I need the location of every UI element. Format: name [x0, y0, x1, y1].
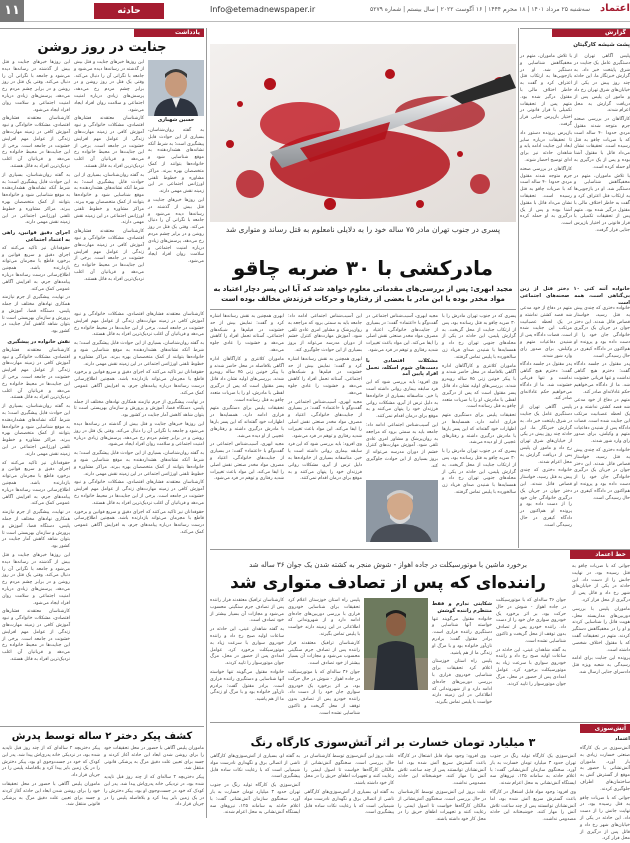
- paragraph: با تلاش ماموران، متهم در مخفیگاهش شناسایی و دستگیر شد. او در بازجویی‌ها به ارتکاب قتل اعتراف کرد و گفت به خاطر اختلاف مالی با مقتول درگیر شده بود. متهم پس از تحقیقات تکمیلی با قرار قانونی در اختیار بازپرس جنایی قرار گرفت.: [520, 54, 572, 127]
- paragraph: آتش‌سوزی یک کارگاه تولید رنگ در جنوب تهران حدود ۳ میلیارد تومان خسارت به بار آورد. سخنگوی سازمان آتش‌نشانی گفت: با اعلام حادثه به سامانه ۱۲۵، نیروهای سه ایستگاه آتش‌نشانی به محل اعزام شدند.: [210, 783, 300, 816]
- third-text-col3: [304, 754, 394, 818]
- paragraph: مجید ابهری، آسیب‌شناس اجتماعی در گفت‌وگو با «اعتماد» گفت: در بسیاری از جنایت‌های خانوادگی، اعتیاد و مصرف مواد مخدر صنعتی نقش اصلی را ایفا می‌کند. این مواد باعث تغییرات شدید رفتاری و توهم در فرد می‌شود.: [366, 314, 438, 353]
- paragraph: کارآگاهان در بررسی صحنه جرم متوجه شدند مقتول مردی حدودا ۴۰ ساله است که با ضربات چاقو به قتل رسیده است. تحقیقات نشان می‌داد قاتل با مقتول آشنا بوده و پس از یک درگیری به او حمله کرده است.: [574, 117, 630, 170]
- right-text-b: [520, 54, 572, 284]
- section-tab[interactable]: حادثه: [94, 3, 164, 19]
- paragraph: حقوقدانان نیز تاکید می‌کنند که اجرای دقیق و سریع قوانین و برخورد قاطع با مجرمان می‌تواند بازدارنده باشد. همچنین اطلاع‌رسانی درست رسانه‌ها درباره پیامدهای جرم، به افزایش آگاهی عمومی کمک می‌کند.: [2, 245, 70, 292]
- column-rule: [206, 28, 207, 818]
- third-text-col4: [210, 754, 300, 818]
- divider: [0, 28, 204, 29]
- paragraph: وی افزود: باید بررسی شود که این فرد سابقه بیماری روانی داشته است یا خیر. متاسفانه بسیاری از خانواده‌ها به دلیل ترس از آبرو، مشکلات روانی فرزندان خود را پنهان می‌کنند و به موقع برای درمان اقدام نمی‌کنند.: [288, 442, 362, 482]
- box-title: شکایتی ندارم و فقط منتظرم راننده گوشش: [432, 601, 492, 614]
- paragraph: آتش‌سوزی یک کارگاه تولید رنگ در جنوب تهران حدود ۳ میلیارد تومان خسارت به بار آورد. سخنگوی سازمان آتش‌نشانی گفت: با اعلام حادثه به سامانه ۱۲۵، نیروهای سه ایستگاه آتش‌نشانی به محل اعزام شدند.: [490, 754, 576, 787]
- paragraph: این روزها خبرهای جنایت و قتل بیش از گذشته در رسانه‌ها دیده می‌شود و جامعه با نگرانی آن را دنبال می‌کند. وقتی یک قتل در روز روشن و در برابر چشم مردم رخ می‌دهد، پرسش‌های زیادی درباره امنیت اجتماعی و سلامت روان افراد ایجاد می‌شود.: [2, 552, 70, 606]
- paragraph: کارشناسان معتقدند فشارهای اقتصادی، مشکلات خانوادگی و نبود آموزش کافی در زمینه مهارت‌های زندگی از عوامل مهم افزایش خشونت در جامعه است. برخی از این جنایت‌ها در محیط خانواده رخ می‌دهد و قربانیان آن اغلب نزدیک‌ترین افراد به قاتل هستند.: [2, 116, 70, 169]
- author-photo: [148, 60, 204, 116]
- paragraph: کارشناسان معتقدند فشارهای اقتصادی، مشکلات خانوادگی و نبود آموزش کافی در زمینه مهارت‌های زندگی از عوامل مهم افزایش خشونت در جامعه است. برخی از این جنایت‌ها در محیط خانواده رخ می‌دهد و قربانیان آن اغلب نزدیک‌ترین افراد به قاتل هستند.: [74, 480, 204, 506]
- paragraph: خانواده مقتول می‌گویند تنها خواسته آنها شناسایی و دستگیری راننده فراری است. برادر مقتول گفت: برادرم نان‌آور خانواده بود و با مرگ او زندگی ما از هم پاشید.: [210, 669, 284, 703]
- paragraph: آتش‌سوزی در یک کارگاه صنعتی خسارت زیادی به بار آورد. ماموران آتش‌نشانی با حضور به موقع از گسترش آتش به ساختمان‌های اطراف جلوگیری کردند.: [580, 746, 630, 792]
- paragraph: تحقیقات پلیس برای دستگیری متهم فراری ادامه دارد. همسایه‌ها در اظهارات خود گفته‌اند که این پسر بارها با مادرش درگیری داشته و رفتارهای عجیبی از او دیده می‌شد.: [210, 406, 284, 439]
- second-text-col1: [496, 598, 566, 718]
- paragraph: این آسیب‌شناس اجتماعی ادامه داد: جامعه باید به سمتی برود که مراجعه به روان‌پزشک و مشاور امری عادی تلقی شود. آموزش مهارت‌های کنترل خشم از دوران مدرسه می‌تواند از بروز بسیاری از این حوادث جلوگیری کند.: [366, 422, 438, 469]
- dateline: سه‌شنبه ۲۵ مرداد ۱۴۰۱ | ۱۸ محرم ۱۴۴۴ | ۱۶ آگوست ۲۰۲۲ | سال بیستم | شماره ۵۲۷۹: [370, 6, 590, 13]
- paragraph: متهم در دفاع از خود مدعی شد قصد کشتن نداشته و در یک لحظه عصبانیت مرتکب این جنایت شده است. قضات دادگاه پس از شنیدن دفاعیات متهم و وکیلش، برای صدور رای وارد شور شدند.: [520, 306, 572, 359]
- paragraph: این آسیب‌شناس اجتماعی ادامه داد: جامعه باید به سمتی برود که مراجعه به روان‌پزشک و مشاور امری عادی تلقی شود. آموزش مهارت‌های کنترل خشم از دوران مدرسه می‌تواند از بروز بسیاری از این حوادث جلوگیری کند.: [288, 314, 362, 353]
- paragraph: کارشناسان معتقدند فشارهای اقتصادی، مشکلات خانوادگی و نبود آموزش کافی در زمینه مهارت‌های زندگی از عوامل مهم افزایش خشونت در جامعه است. برخی از این جنایت‌ها در محیط خانواده رخ می‌دهد و قربانیان آن اغلب نزدیک‌ترین افراد به قاتل هستند.: [2, 609, 70, 662]
- subheading: نقش خانواده در پیشگیری: [7, 339, 70, 346]
- paragraph: تحقیقات پلیس برای دستگیری متهم فراری ادامه دارد. همسایه‌ها در اظهارات خود گفته‌اند که این پسر بارها با مادرش درگیری داشته و رفتارهای عجیبی از او دیده می‌شد.: [442, 413, 516, 446]
- box-title: مشکلات اقتصادی با دست‌های شوم اسکله، تحمل افراد پایین آمد: [366, 357, 438, 378]
- paragraph: کارشناسان ترافیک معتقدند فرار راننده پس از تصادف جرم سنگینی محسوب می‌شود و مجازات آن بسیار بیشتر از خود تصادف است.: [210, 598, 284, 624]
- paragraph: به گفته روان‌شناسان، بسیاری از این حوادث قابل پیشگیری است؛ به شرط آنکه نشانه‌های هشداردهنده به موقع شناسایی شود و خانواده‌ها بتوانند از کمک متخصصان بهره ببرند. مراکز مشاوره و خطوط تلفنی اورژانس اجتماعی در این زمینه نقش مهمی دارند.: [148, 128, 204, 195]
- paragraph: ابهری همچنین به نقش رسانه‌ها اشاره کرد و گفت: نمایش بیش از حد خشونت در فیلم‌ها و شبکه‌های اجتماعی، آستانه تحمل افراد را کاهش می‌دهد و خشونت را عادی جلوه می‌دهد.: [210, 314, 284, 353]
- main-text-col1: [442, 314, 516, 550]
- bottom-left-text-a: [2, 746, 100, 818]
- paragraph: علت بروز این آتش‌سوزی توسط کارشناسان در حال بررسی است. سخنگوی آتش‌نشانی از مالکان کارگاه‌ها خواست تا اصول ایمنی را رعایت کنند و تجهیزات اطفای حریق را در محل کار خود داشته باشند.: [398, 789, 486, 823]
- paragraph: حقوقدانان نیز تاکید می‌کنند که اجرای دقیق و سریع قوانین و برخورد قاطع با مجرمان می‌تواند بازدارنده باشد. همچنین اطلاع‌رسانی درست رسانه‌ها درباره پیامدهای جرم، به افزایش آگاهی عمومی کمک می‌کند.: [74, 370, 204, 396]
- paragraph: وی افزود: باید بررسی شود که این فرد سابقه بیماری روانی داشته است یا خیر. متاسفانه بسیاری از خانواده‌ها به دلیل ترس از آبرو، مشکلات روانی فرزندان خود را پنهان می‌کنند و به موقع برای درمان اقدام نمی‌کنند.: [366, 380, 438, 420]
- second-kicker: برخورد ماشین با موتورسیکلت در جاده اهواز - شوش منجر به کشته شدن یک جوان ۳۶ ساله شد: [249, 561, 527, 569]
- right-text-a: [574, 54, 630, 284]
- paragraph: جوان ۳۶ ساله‌ای که با موتورسیکلت در جاده اهواز - شوش در حال حرکت بود، بر اثر برخورد یک خودروی سواری جان خود را از دست داد. راننده خودرو پس از تصادف بدون توقف از محل گریخت و تاکنون شناسایی نشده است.: [496, 598, 566, 644]
- contact-email[interactable]: Info@etemadnewspaper.ir: [210, 5, 316, 14]
- right-column-label: گزارش: [552, 28, 630, 37]
- bottom-left-text-b: [104, 746, 204, 818]
- paragraph: جوانی که با ضربات چاقو به قتل رسیده بود، در نهایت جانش را از دست داد. این حادثه در یکی از خیابان‌های شهر رخ داد و قاتل پس از درگیری از محل فرار کرد.: [580, 795, 630, 842]
- paragraph: حقوقدانان نیز تاکید می‌کنند که اجرای دقیق و سریع قوانین و برخورد قاطع با مجرمان می‌تواند بازدارنده باشد. همچنین اطلاع‌رسانی درست رسانه‌ها درباره پیامدهای جرم، به افزایش آگاهی عمومی کمک می‌کند.: [2, 460, 70, 507]
- paragraph: ماموران پلیس آگاهی با حضور در محل تحقیقات خود را برای روشن شدن ابعاد این حادثه آغاز کردند و جسد برای تعیین علت دقیق مرگ به پزشکی قانونی منتقل شد.: [2, 781, 100, 808]
- left-column-text-b: [148, 128, 204, 310]
- paragraph: در نهایت، پیشگیری از جرم نیازمند همکاری نهادهای مختلف از جمله پلیس، دستگاه قضا، آموزش و پرورش و سازمان بهزیستی است تا بتوان شاهد کاهش آمار جنایت در کشور بود.: [2, 295, 70, 335]
- paragraph: بازپرس پرونده دستور داد تا تحقیقات درباره سایر ابعاد این جنایت ادامه یابد و شاهدان حادثه نیز برای ادای توضیح احضار شوند.: [520, 130, 572, 163]
- main-kicker: پسری در جنوب تهران مادر ۷۵ ساله خود را به دلایلی نامعلوم به قتل رساند و متواری شد: [225, 225, 501, 234]
- paragraph: به گفته روان‌شناسان، بسیاری از این حوادث قابل پیشگیری است؛ به شرط آنکه نشانه‌های هشداردهنده به موقع شناسایی شود و خانواده‌ها بتوانند از کمک متخصصان بهره ببرند. مراکز مشاوره و خطوط تلفنی اورژانس اجتماعی در این زمینه نقش مهمی دارند.: [74, 341, 204, 367]
- right-column-subtitle: پشت شیشه کارگیتان: [573, 42, 630, 48]
- paragraph: به گفته او، بسیاری از آتش‌سوزی‌های کارگاهی ناشی از اتصالی برق و نگهداری نادرست مواد شیمیایی است که با رعایت نکات ساده قابل پیشگیری است.: [210, 754, 300, 780]
- paragraph: در نهایت، پیشگیری از جرم نیازمند همکاری نهادهای مختلف از جمله پلیس، دستگاه قضا، آموزش و پرورش و سازمان بهزیستی است تا بتوان شاهد کاهش آمار جنایت در کشور بود.: [2, 510, 70, 550]
- paragraph: به گفته شاهدان عینی، این حادثه در ساعات اولیه صبح رخ داد و راننده خودروی سواری با سرعت زیاد به موتورسیکلت برخورد کرد. عوامل امدادی پس از حضور در محل، مرگ جوان موتورسوار را تایید کردند.: [210, 627, 284, 667]
- paragraph: پدر مقتول در جلسه دادگاه گفت: دخترم هیچ گناهی نداشت و تنها قربانی خشونت شد. ما از دادگاه می‌خواهیم حکم عادلانه‌ای صادر کند.: [574, 362, 630, 395]
- paragraph: کارآگاهان در بررسی صحنه جرم متوجه شدند مقتول مردی حدودا ۴۰ ساله است که با ضربات چاقو به قتل رسیده است. تحقیقات نشان می‌داد قاتل با مقتول آشنا بوده و پس از یک درگیری به او حمله کرده است.: [520, 166, 572, 227]
- paragraph: به گفته روان‌شناسان، بسیاری از این حوادث قابل پیشگیری است؛ به شرط آنکه نشانه‌های هشداردهنده به موقع شناسایی شود و خانواده‌ها بتوانند از کمک متخصصان بهره ببرند. مراکز مشاوره و خطوط تلفنی اورژانس اجتماعی در این زمینه نقش مهمی دارند.: [2, 404, 70, 457]
- third-headline: ۳ میلیارد تومان خسارت بر اثر آتش‌سوزی کارگاه رنگ: [250, 736, 536, 749]
- paragraph: حقوقدانان نیز تاکید می‌کنند که اجرای دقیق و سریع قوانین و برخورد قاطع با مجرمان می‌تواند بازدارنده باشد. همچنین اطلاع‌رسانی درست رسانه‌ها درباره پیامدهای جرم، به افزایش آگاهی عمومی کمک می‌کند.: [74, 509, 204, 535]
- paragraph: به گفته روان‌شناسان، بسیاری از این حوادث قابل پیشگیری است؛ به شرط آنکه نشانه‌های هشداردهنده به موقع شناسایی شود و خانواده‌ها بتوانند از کمک متخصصان بهره ببرند. مراکز مشاوره و خطوط تلفنی اورژانس اجتماعی در این زمینه نقش مهمی دارند.: [74, 172, 144, 226]
- left-column-label: یادداشت: [134, 28, 204, 37]
- paragraph: پدر مقتول در جلسه دادگاه گفت: دخترم هیچ گناهی نداشت و تنها قربانی خشونت شد. ما از دادگاه می‌خواهیم حکم عادلانه‌ای صادر کند.: [520, 362, 572, 402]
- second-text-col3: [288, 598, 360, 718]
- third-right-text: [580, 746, 630, 842]
- main-deck: مجید ابهری: پس از بررسی‌های مقدماتی معلوم خواهد شد که آیا این پسر دچار اعتیاد به مواد مخدر بوده یا این مادر با بعضی از رفتارها و حرکات فرزندش مخالف بوده است: [213, 285, 513, 303]
- paragraph: در نهایت، پیشگیری از جرم نیازمند همکاری نهادهای مختلف از جمله پلیس، دستگاه قضا، آموزش و پرورش و سازمان بهزیستی است تا بتوان شاهد کاهش آمار جنایت در کشور بود.: [74, 399, 204, 419]
- paragraph: جوان ۳۶ ساله‌ای که با موتورسیکلت در جاده اهواز - شوش در حال حرکت بود، بر اثر برخورد یک خودروی سواری جان خود را از دست داد. راننده خودرو پس از تصادف بدون توقف از محل گریخت و تاکنون شناسایی نشده است.: [288, 669, 360, 716]
- paragraph: پسری که در جنوب تهران مادرش را با ۳۰ ضربه چاقو به قتل رسانده بود، پس از ارتکاب جنایت از محل گریخت. به گزارش پلیس، این حادثه در یکی از محله‌های جنوبی تهران رخ داد و همسایه‌ها با شنیدن صدای فریاد زن سالخورده با پلیس تماس گرفتند.: [442, 449, 516, 495]
- knife-blood-photo: [210, 44, 516, 222]
- paragraph: به گفته شاهدان عینی، این حادثه در ساعات اولیه صبح رخ داد و راننده خودروی سواری با سرعت زیاد به موتورسیکلت برخورد کرد. عوامل امدادی پس از حضور در محل، مرگ جوان موتورسوار را تایید کردند.: [496, 647, 566, 687]
- newspaper-logo: اعتماد: [600, 3, 630, 14]
- paragraph: پلیس راه استان خوزستان اعلام کرد تحقیقات برای شناسایی خودروی فراری با بررسی دوربین‌های جاده‌ای ادامه دارد و از شهروندانی که اطلاعاتی در این زمینه دارند خواست با پلیس تماس بگیرند.: [432, 659, 492, 706]
- main-headline: مادرکشی با ۳۰ ضربه چاقو: [232, 256, 494, 280]
- second-headline: راننده‌ای که پس از تصادف متواری شد: [230, 573, 546, 593]
- paragraph: پیکر دختربچه ۲ ساله‌ای که از چند روز قبل ناپدید شده بود، در نزدیکی خانه پدری‌اش پیدا شد. پدر این کودک که خود در جست‌وجوی او بود، پیکر دخترش را در یک زمین بایر پیدا کرد و بلافاصله پلیس را در جریان قرار داد.: [2, 746, 100, 779]
- paragraph: ماموران پلیس با بررسی دوربین‌های مداربسته محل، هویت قاتل را شناسایی کردند و او را در مخفیگاهش دستگیر کردند. متهم در تحقیقات گفت که با مقتول اختلاف شخصی داشته است.: [572, 606, 630, 653]
- paragraph: پیکر دختربچه ۲ ساله‌ای که از چند روز قبل ناپدید شده بود، در نزدیکی خانه پدری‌اش پیدا شد. پدر این کودک که خود در جست‌وجوی او بود، پیکر دخترش را در یک زمین بایر پیدا کرد و بلافاصله پلیس را در جریان قرار داد.: [104, 775, 205, 808]
- divider: [210, 309, 516, 310]
- paragraph: خانواده مقتول می‌گویند تنها خواسته آنها شناسایی و دستگیری راننده فراری است. برادر مقتول گفت: برادرم نان‌آور خانواده بود و با مرگ او زندگی ما از هم پاشید.: [432, 616, 492, 656]
- main-text-col4: [210, 314, 284, 550]
- paragraph: علت بروز این آتش‌سوزی توسط کارشناسان در حال بررسی است. سخنگوی آتش‌نشانی از مالکان کارگاه‌ها خواست تا اصول ایمنی را رعایت کنند و تجهیزات اطفای حریق را در محل کار خود داشته باشند.: [304, 754, 394, 787]
- paragraph: مجید ابهری، آسیب‌شناس اجتماعی در گفت‌وگو با «اعتماد» گفت: در بسیاری از جنایت‌های خانوادگی، اعتیاد و مصرف مواد مخدر صنعتی نقش اصلی را ایفا می‌کند. این مواد باعث تغییرات شدید رفتاری و توهم در فرد می‌شود.: [210, 442, 284, 482]
- divider: [210, 549, 630, 550]
- right-text-c: [574, 306, 630, 538]
- paragraph: به گفته او، بسیاری از آتش‌سوزی‌های کارگاهی ناشی از اتصالی برق و نگهداری نادرست مواد شیمیایی است که با رعایت نکات ساده قابل پیشگیری است.: [304, 789, 394, 816]
- paragraph: جوانی که با ضربات چاقو به قتل رسیده بود، در نهایت جانش را از دست داد. این حادثه در یکی از خیابان‌های شهر رخ داد و قاتل پس از درگیری از محل فرار کرد.: [572, 564, 630, 603]
- page-header: [0, 0, 630, 22]
- paragraph: این روزها خبرهای جنایت و قتل بیش از گذشته در رسانه‌ها دیده می‌شود و جامعه با نگرانی آن را دنبال می‌کند. وقتی یک قتل در روز روشن و در برابر چشم مردم رخ می‌دهد، پرسش‌های زیادی درباره امنیت اجتماعی و سلامت روان افراد ایجاد می‌شود.: [2, 60, 70, 113]
- third-label: آتش‌سوزی: [580, 724, 630, 733]
- paragraph: کارشناسان معتقدند فشارهای اقتصادی، مشکلات خانوادگی و نبود آموزش کافی در زمینه مهارت‌های زندگی از عوامل مهم افزایش خشونت در جامعه است. برخی از این جنایت‌ها در محیط خانواده رخ می‌دهد و قربانیان آن اغلب نزدیک‌ترین افراد به قاتل هستند.: [74, 229, 144, 282]
- paragraph: خانواده دختری که چندی پیش به قتل رسید، خواستار قصاص قاتل شدند. این دختر جوان در جریان یک درگیری خانوادگی جان خود را از دست داده بود و پرونده او هم‌اکنون در دادگاه کیفری در حال رسیدگی است.: [574, 306, 630, 359]
- paragraph: متهم در دفاع از خود مدعی شد قصد کشتن نداشته و در یک لحظه عصبانیت مرتکب این جنایت شده است. قضات دادگاه پس از شنیدن دفاعیات متهم و وکیلش، برای صدور رای وارد شور شدند.: [574, 398, 630, 445]
- paragraph: پلیس راه استان خوزستان اعلام کرد تحقیقات برای شناسایی خودروی فراری با بررسی دوربین‌های جاده‌ای ادامه دارد و از شهروندانی که اطلاعاتی در این زمینه دارند خواست با پلیس تماس بگیرند.: [288, 598, 360, 637]
- paragraph: این روزها خبرهای جنایت و قتل بیش از گذشته در رسانه‌ها دیده می‌شود و جامعه با نگرانی آن را دنبال می‌کند. وقتی یک قتل در روز روشن و در برابر چشم مردم رخ می‌دهد، پرسش‌های زیادی درباره امنیت اجتماعی و سلامت روان افراد ایجاد می‌شود.: [74, 421, 204, 448]
- paragraph: کارشناسان معتقدند فشارهای اقتصادی، مشکلات خانوادگی و نبود آموزش کافی در زمینه مهارت‌های زندگی از عوامل مهم افزایش خشونت در جامعه است. برخی از این جنایت‌ها در محیط خانواده رخ می‌دهد و قربانیان آن اغلب نزدیک‌ترین افراد به قاتل هستند.: [74, 312, 204, 338]
- second-text-col2: [432, 598, 492, 718]
- third-text-col2: [398, 754, 486, 823]
- paragraph: ابهری همچنین به نقش رسانه‌ها اشاره کرد و گفت: نمایش بیش از حد خشونت در فیلم‌ها و شبکه‌های اجتماعی، آستانه تحمل افراد را کاهش می‌دهد و خشونت را عادی جلوه می‌دهد.: [288, 356, 362, 396]
- paragraph: ماموران پلیس آگاهی با حضور در محل تحقیقات خود را برای روشن شدن ابعاد این حادثه آغاز کردند و جسد برای تعیین علت دقیق مرگ به پزشکی قانونی منتقل شد.: [104, 746, 204, 772]
- divider: [520, 28, 630, 29]
- left-column-text-d: [74, 312, 204, 720]
- accident-victim-photo: [364, 598, 428, 690]
- bottom-left-headline: کشف پیکر دختر ۲ ساله توسط پدرش: [11, 731, 193, 742]
- paragraph: با تلاش ماموران، متهم در مخفیگاهش شناسایی و دستگیر شد. او در بازجویی‌ها به ارتکاب قتل اعتراف کرد و گفت به خاطر اختلاف مالی با مقتول درگیر شده بود. متهم پس از تحقیقات تکمیلی با قرار قانونی در اختیار بازپرس جنایی قرار گرفت.: [574, 173, 630, 233]
- paragraph: وی افزود: وجود مواد قابل اشتعال در کارگاه باعث گسترش سریع آتش شده بود، اما آتش‌نشانان توانستند پس از چند ساعت تلاش آتش را مهار کنند. خوشبختانه این حادثه مصدومی نداشت.: [490, 789, 576, 823]
- left-column-text-a: [74, 60, 144, 310]
- paragraph: خانواده دختری که چندی پیش به قتل رسید، خواستار قصاص قاتل شدند. این دختر جوان در جریان یک درگیری خانوادگی جان خود را از دست داده بود و پرونده او هم‌اکنون در دادگاه کیفری در حال رسیدگی است.: [574, 447, 630, 501]
- second-label: خط اعتماد: [570, 550, 630, 559]
- paragraph: این روزها خبرهای جنایت و قتل بیش از گذشته در رسانه‌ها دیده می‌شود و جامعه با نگرانی آن را دنبال می‌کند. وقتی یک قتل در روز روشن و در برابر چشم مردم رخ می‌دهد، پرسش‌های زیادی درباره امنیت اجتماعی و سلامت روان افراد ایجاد می‌شود.: [74, 60, 144, 113]
- right-subhead: خانواده آتنه کنی ۱۰ دختر قتل از زین بی‌گناهی است، همه صحنه‌های اجتماعی است: [520, 286, 630, 306]
- left-column-title: جنایت در روز روشن: [37, 40, 167, 55]
- author-caption: حسین شهبازی: [157, 117, 195, 123]
- paragraph: به گفته روان‌شناسان، بسیاری از این حوادث قابل پیشگیری است؛ به شرط آنکه نشانه‌های هشداردهنده به موقع شناسایی شود و خانواده‌ها بتوانند از کمک متخصصان بهره ببرند. مراکز مشاوره و خطوط تلفنی اورژانس اجتماعی در این زمینه نقش مهمی دارند.: [2, 172, 70, 226]
- subheading: اجرای دقیق قوانین، راهی به اعتماد اجتماعی: [2, 230, 70, 243]
- second-right-text: [572, 564, 630, 718]
- paragraph: پرونده این جنایت برای ادامه رسیدگی به شعبه ویژه قتل دادسرای جنایی ارسال شد.: [572, 656, 630, 675]
- paragraph: خانواده دختری که چندی پیش به قتل رسید، خواستار قصاص قاتل شدند. این دختر جوان در جریان یک درگیری خانوادگی جان خود را از دست داده بود و پرونده او هم‌اکنون در دادگاه کیفری در حال رسیدگی است.: [520, 468, 572, 528]
- paragraph: وی افزود: وجود مواد قابل اشتعال در کارگاه باعث گسترش سریع آتش شده بود، اما آتش‌نشانان توانستند پس از چند ساعت تلاش آتش را مهار کنند. خوشبختانه این حادثه مصدومی نداشت.: [398, 754, 486, 787]
- column-rule: [518, 28, 519, 548]
- paragraph: ماموران کلانتری و کارآگاهان اداره آگاهی بلافاصله در محل حاضر شدند و با پیکر خونین زنی ۷۵ ساله روبه‌رو شدند. بررسی‌های اولیه نشان داد قاتل پسر مقتول است که پس از درگیری لفظی با مادرش، او را با ضربات متعدد چاقو به قتل رسانده است.: [442, 363, 516, 410]
- page-number: ۱۱: [0, 0, 24, 22]
- divider: [0, 726, 204, 727]
- paragraph: مجید ابهری، آسیب‌شناس اجتماعی در گفت‌وگو با «اعتماد» گفت: در بسیاری از جنایت‌های خانوادگی، اعتیاد و مصرف مواد مخدر صنعتی نقش اصلی را ایفا می‌کند. این مواد باعث تغییرات شدید رفتاری و توهم در فرد می‌شود.: [288, 399, 362, 439]
- second-text-col4: [210, 598, 284, 718]
- paragraph: این روزها خبرهای جنایت و قتل بیش از گذشته در رسانه‌ها دیده می‌شود و جامعه با نگرانی آن را دنبال می‌کند. وقتی یک قتل در روز روشن و در برابر چشم مردم رخ می‌دهد، پرسش‌های زیادی درباره امنیت اجتماعی و سلامت روان افراد ایجاد می‌شود.: [148, 197, 204, 265]
- main-text-col3: [288, 314, 362, 550]
- paragraph: به گفته روان‌شناسان، بسیاری از این حوادث قابل پیشگیری است؛ به شرط آنکه نشانه‌های هشداردهنده به موقع شناسایی شود و خانواده‌ها بتوانند از کمک متخصصان بهره ببرند. مراکز مشاوره و خطوط تلفنی اورژانس اجتماعی در این زمینه نقش مهمی دارند.: [74, 451, 204, 477]
- third-subtitle: اعتماد: [615, 736, 630, 742]
- divider: [210, 722, 630, 723]
- left-column-text-c: [2, 60, 70, 720]
- paragraph: پلیس آگاهی تهران از دستگیری عامل یک جنایت در شرق پایتخت خبر داد. به گزارش خبرنگار ما، این حادثه چند روز پیش در یکی از خیابان‌های شرق تهران رخ داد و مامور ان پلیس پس از دریافت گزارش به محل اعزام شدند.: [573, 54, 630, 114]
- paragraph: کارشناسان معتقدند فشارهای اقتصادی، مشکلات خانوادگی و نبود آموزش کافی در زمینه مهارت‌های زندگی از عوامل مهم افزایش خشونت در جامعه است. برخی از این جنایت‌ها در محیط خانواده رخ می‌دهد و قربانیان آن اغلب نزدیک‌ترین افراد به قاتل هستند.: [2, 347, 70, 401]
- paragraph: پسری که در جنوب تهران مادرش را با ۳۰ ضربه چاقو به قتل رسانده بود، پس از ارتکاب جنایت از محل گریخت. به گزارش پلیس، این حادثه در یکی از محله‌های جنوبی تهران رخ داد و همسایه‌ها با شنیدن صدای فریاد زن سالخورده با پلیس تماس گرفتند.: [442, 314, 516, 360]
- right-text-d: [520, 306, 572, 538]
- third-text-col1: [490, 754, 576, 823]
- interviewee-photo: [366, 480, 438, 542]
- paragraph: کارشناسان معتقدند فشارهای اقتصادی، مشکلات خانوادگی و نبود آموزش کافی در زمینه مهارت‌های زندگی از عوامل مهم افزایش خشونت در جامعه است. برخی از این جنایت‌ها در محیط خانواده رخ می‌دهد و قربانیان آن اغلب نزدیک‌ترین افراد به قاتل هستند.: [74, 116, 144, 169]
- paragraph: کارشناسان ترافیک معتقدند فرار راننده پس از تصادف جرم سنگینی محسوب می‌شود و مجازات آن بسیار بیشتر از خود تصادف است.: [288, 640, 360, 667]
- paragraph: ماموران کلانتری و کارآگاهان اداره آگاهی بلافاصله در محل حاضر شدند و با پیکر خونین زنی ۷۵ ساله روبه‌رو شدند. بررسی‌های اولیه نشان داد قاتل پسر مقتول است که پس از درگیری لفظی با مادرش، او را با ضربات متعدد چاقو به قتل رسانده است.: [210, 356, 284, 403]
- paragraph: پلیس آگاهی تهران از دستگیری عامل یک جنایت در شرق پایتخت خبر داد. به گزارش خبرنگار ما، این حادثه چند روز پیش در یکی از خیابان‌های شرق تهران رخ داد و مامور ان پلیس پس از دریافت گزارش به محل اعزام شدند.: [520, 405, 572, 465]
